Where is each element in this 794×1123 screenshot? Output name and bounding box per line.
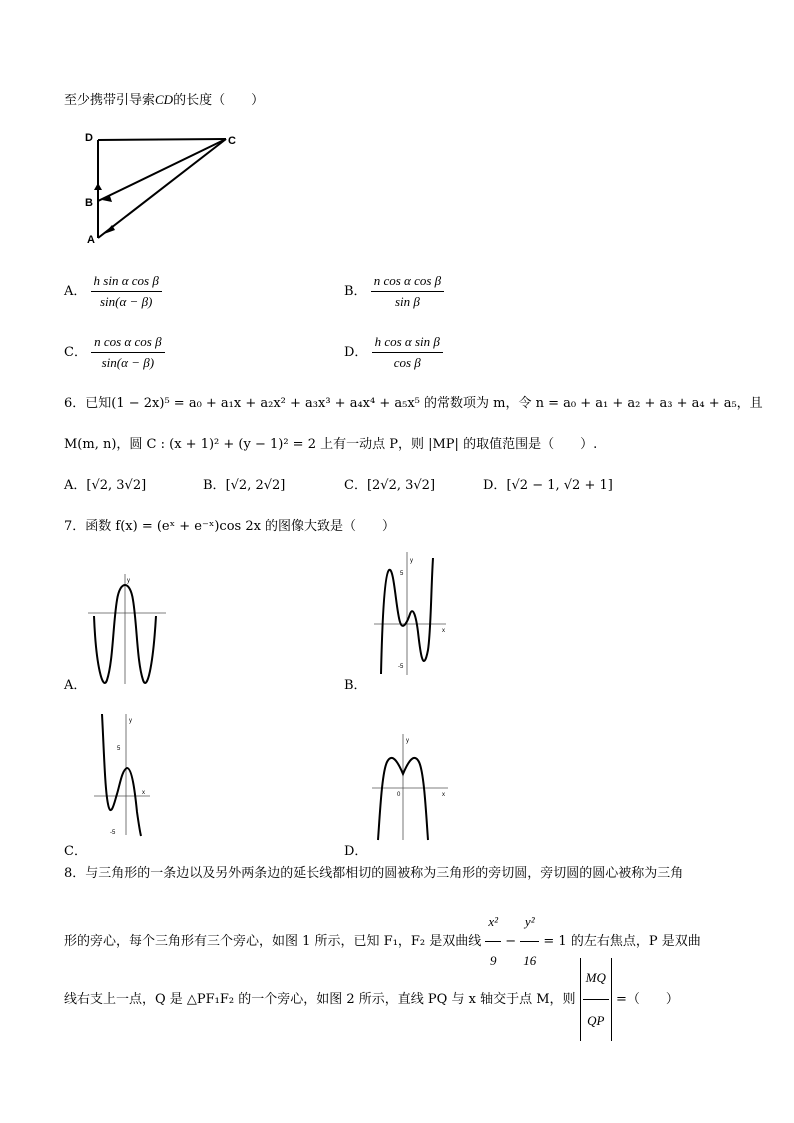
q8-frac-x-num: x² — [485, 904, 501, 942]
q7-graph-d-zero: 0 — [397, 792, 401, 798]
q8-line1: 8．与三角形的一条边以及另外两条边的延长线都相切的圆被称为三角形的旁切圆，旁切圆的圆心被称为三角 — [64, 866, 684, 881]
q5-tail2-text: 的长度（ ） — [173, 93, 265, 108]
q6-line2: M(m, n)，圆 C : (x + 1)² + (y − 1)² = 2 上有一动点 P，则 |MP| 的取值范围是（ ）. — [64, 437, 598, 452]
q8-frac-mq: MQ — [583, 958, 609, 1000]
q8-frac-qp: QP — [587, 1013, 605, 1028]
q5-option-a-label: A． — [64, 284, 87, 299]
q6-option-a[interactable] — [64, 478, 146, 494]
q5-option-d-label: D． — [344, 345, 368, 360]
q7-graph-c-x-label: x — [142, 790, 145, 796]
q5-option-b-label: B． — [344, 284, 367, 299]
q7-graph-b-y-label: y — [410, 558, 413, 564]
q6-option-b-label: B． — [203, 478, 226, 493]
q5-tail-text: 至少携带引导索 — [64, 93, 156, 108]
q5-cd: CD — [155, 92, 174, 107]
q5-option-d-den: cos β — [393, 355, 421, 370]
q5-option-a-num: h sin α cos β — [91, 272, 162, 292]
q5-arrow-up — [94, 183, 102, 190]
q5-option-b-frac — [371, 272, 444, 311]
q7-graph-d-x-label: x — [442, 792, 445, 798]
q5-line-dc — [98, 139, 226, 140]
q6-option-c[interactable] — [344, 478, 435, 494]
q5-option-b-num: n cos α cos β — [371, 272, 444, 292]
q5-label-b: B — [85, 197, 93, 209]
q7-graph-b-x-label: x — [442, 628, 445, 634]
q8-frac-y-num: y² — [520, 904, 539, 942]
q8-line2b: = 1 的左右焦点，P 是双曲 — [543, 934, 701, 949]
q6-option-b[interactable] — [203, 478, 285, 494]
q7-stem: 7．函数 f(x) = (eˣ + e⁻ˣ)cos 2x 的图像大致是（ ） — [64, 519, 396, 534]
q7-graph-b-five: 5 — [400, 571, 404, 577]
q8-line3a: 线右支上一点，Q 是 △PF₁F₂ 的一个旁心，如图 2 所示，直线 PQ 与 x 轴交于点 M，则 — [64, 992, 576, 1007]
q7-graph-a-y-label: y — [127, 578, 130, 584]
q7-graph-d-y-label: y — [406, 738, 409, 744]
q7-option-d[interactable]: D． — [344, 844, 368, 859]
q5-option-a-den: sin(α − β) — [99, 294, 153, 309]
q6-line1: 6．已知(1 − 2x)⁵ = a₀ + a₁x + a₂x² + a₃x³ + a₄x⁴ + a₅x⁵ 的常数项为 m，令 n = a₀ + a₁ + a₂ + a₃ + a₄ + a₅，且 — [64, 396, 763, 411]
q7-graph-c[interactable] — [92, 712, 154, 838]
q5-option-a[interactable] — [64, 272, 162, 311]
q5-option-d[interactable] — [344, 333, 443, 372]
q7-graph-b[interactable] — [372, 550, 448, 678]
q6-option-d[interactable] — [483, 478, 613, 494]
q5-figure — [84, 128, 244, 246]
q5-label-a: A — [87, 234, 95, 246]
q8-frac-x-den: 9 — [489, 953, 497, 968]
q5-label-c: C — [228, 135, 236, 147]
q5-option-d-num: h cos α sin β — [372, 333, 443, 353]
q7-graph-a[interactable] — [86, 572, 168, 688]
q6-option-a-value: [√2, 3√2] — [86, 478, 147, 493]
q7-graph-c-y-label: y — [129, 718, 132, 724]
q8-line3b: =（ ） — [616, 992, 679, 1007]
q5-option-a-frac — [91, 272, 162, 311]
q5-option-b-den: sin β — [394, 294, 420, 309]
q8-frac-y-den: 16 — [523, 953, 537, 968]
q5-option-b[interactable] — [344, 272, 444, 311]
q8-line3 — [64, 958, 679, 1028]
q7-option-b[interactable]: B． — [344, 678, 367, 693]
q5-option-c-den: sin(α − β) — [101, 355, 155, 370]
q5-option-c-frac — [91, 333, 164, 372]
q8-frac-mq-qp — [580, 958, 612, 1041]
q5-option-d-frac — [372, 333, 443, 372]
q5-option-c-label: C． — [64, 345, 87, 360]
q7-graph-c-five: 5 — [117, 746, 121, 752]
q6-option-d-label: D． — [483, 478, 507, 493]
q6-option-a-label: A． — [64, 478, 87, 493]
q8-line2 — [64, 904, 701, 968]
q5-option-c-num: n cos α cos β — [91, 333, 164, 353]
q7-graph-b-neg-five: -5 — [398, 664, 404, 670]
q6-option-b-value: [√2, 2√2] — [225, 478, 286, 493]
q7-graph-d[interactable] — [370, 732, 450, 842]
q5-line-cb — [98, 139, 226, 201]
q8-line2a: 形的旁心，每个三角形有三个旁心，如图 1 所示，已知 F₁，F₂ 是双曲线 — [64, 934, 482, 949]
q6-option-d-value: [√2 − 1, √2 + 1] — [506, 478, 613, 493]
q7-option-a[interactable]: A． — [64, 678, 87, 693]
q7-option-c[interactable]: C． — [64, 844, 87, 859]
q5-stem-tail — [64, 92, 264, 109]
q5-line-ca — [98, 139, 226, 238]
q6-option-c-value: [2√2, 3√2] — [366, 478, 436, 493]
q7-graph-c-neg-five: -5 — [110, 830, 116, 836]
q5-option-c[interactable] — [64, 333, 165, 372]
q7-graph-c-curve — [102, 714, 141, 836]
q8-minus: − — [505, 934, 517, 949]
q5-label-d: D — [85, 132, 93, 144]
q6-option-c-label: C． — [344, 478, 367, 493]
